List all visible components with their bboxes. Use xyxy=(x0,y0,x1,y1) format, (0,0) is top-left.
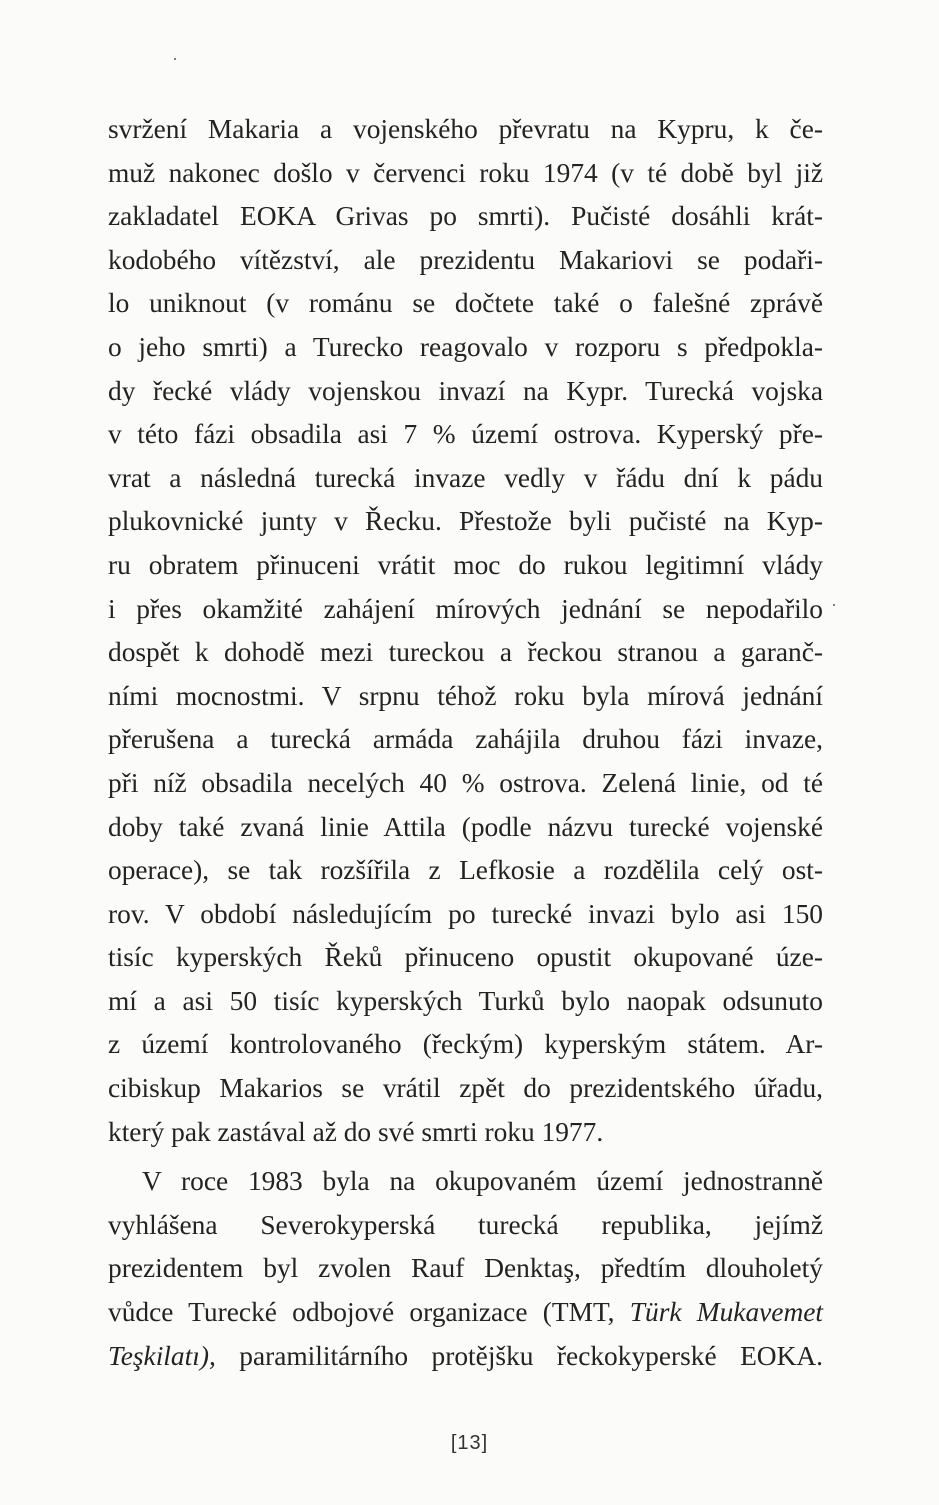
text-line: zakladatel EOKA Grivas po smrti). Pučisté dosáhli krát- xyxy=(108,201,823,232)
text-line: plukovnické junty v Řecku. Přestože byli pučisté na Kyp- xyxy=(108,506,823,537)
italic-term: Teşkilatı), xyxy=(108,1340,216,1371)
text-line: dy řecké vlády vojenskou invazí na Kypr. Turecká vojska xyxy=(108,375,823,406)
text-line: v této fázi obsadila asi 7 % území ostrova. Kyperský pře- xyxy=(108,419,823,450)
text-line xyxy=(108,1335,823,1379)
body-text xyxy=(108,108,823,1378)
text-line: V roce 1983 byla na okupovaném území jednostranně xyxy=(142,1166,823,1197)
text-line: operace), se tak rozšířila z Lefkosie a rozdělila celý ost- xyxy=(108,855,823,886)
text-line xyxy=(108,1291,823,1335)
text-line: lo uniknout (v románu se dočtete také o falešné zprávě xyxy=(108,288,823,319)
text-line: který pak zastával až do své smrti roku 1977. xyxy=(108,1116,604,1147)
text-line: vyhlášena Severokyperská turecká republika, jejímž xyxy=(108,1209,823,1240)
text-line: mí a asi 50 tisíc kyperských Turků bylo naopak odsunuto xyxy=(108,985,823,1016)
text-line: ru obratem přinuceni vrátit moc do rukou legitimní vlády xyxy=(108,549,823,580)
text-line: přerušena a turecká armáda zahájila druhou fázi invaze, xyxy=(108,724,823,755)
text-line: o jeho smrti) a Turecko reagovalo v rozporu s předpokla- xyxy=(108,331,823,362)
scan-speck xyxy=(174,58,176,60)
text-line: vrat a následná turecká invaze vedly v řádu dní k pádu xyxy=(108,462,823,493)
text-line: prezidentem byl zvolen Rauf Denktaş, předtím dlouholetý xyxy=(108,1253,823,1284)
text-line: svržení Makaria a vojenského převratu na Kypru, k če- xyxy=(108,114,823,144)
paragraph xyxy=(108,1160,823,1378)
scan-speck xyxy=(833,604,835,606)
text-line: kodobého vítězství, ale prezidentu Makariovi se podaři- xyxy=(108,244,823,275)
text-line: ními mocnostmi. V srpnu téhož roku byla mírová jednání xyxy=(108,680,823,711)
text-line: rov. V období následujícím po turecké invazi bylo asi 150 xyxy=(108,898,823,929)
text-line: z území kontrolovaného (řeckým) kyperským státem. Ar- xyxy=(108,1029,823,1060)
italic-term: Türk Mukavemet xyxy=(629,1297,823,1328)
text-line: při níž obsadila necelých 40 % ostrova. Zelená linie, od té xyxy=(108,767,823,798)
text-line: dospět k dohodě mezi tureckou a řeckou stranou a garanč- xyxy=(108,637,823,668)
text-run: vůdce Turecké odbojové organizace (TMT, xyxy=(108,1297,630,1328)
text-line: cibiskup Makarios se vrátil zpět do prezidentského úřadu, xyxy=(108,1073,823,1104)
text-line: doby také zvaná linie Attila (podle názvu turecké vojenské xyxy=(108,811,823,842)
text-run: paramilitárního protějšku řeckokyperské EOKA. xyxy=(215,1340,823,1371)
text-line: tisíc kyperských Řeků přinuceno opustit okupované úze- xyxy=(108,942,823,973)
text-line: muž nakonec došlo v červenci roku 1974 (v té době byl již xyxy=(108,157,823,188)
paragraph xyxy=(108,108,823,1154)
page-number: [13] xyxy=(450,1432,489,1454)
text-line: i přes okamžité zahájení mírových jednání se nepodařilo xyxy=(108,593,823,624)
